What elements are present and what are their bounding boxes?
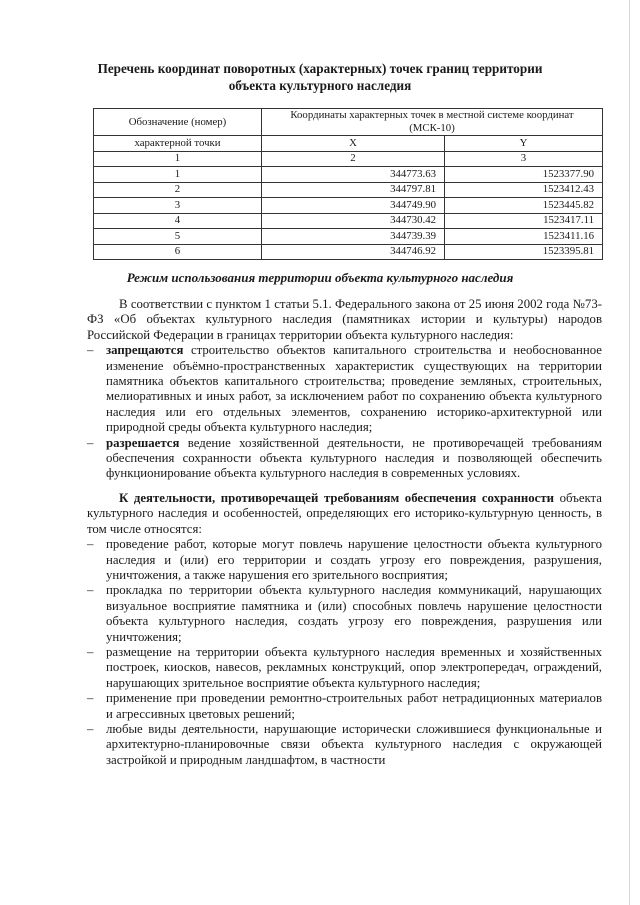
- scan-edge-line: [629, 0, 630, 905]
- dash-bullet: –: [87, 721, 94, 736]
- item-keyword: запрещаются: [106, 343, 184, 358]
- x-cell: 344797.81: [262, 182, 445, 198]
- table-header-row: [94, 109, 603, 136]
- spacer: [87, 482, 602, 491]
- dash-bullet: –: [87, 435, 94, 450]
- item-text: применение при проведении ремонтно-строительных работ нетрадиционных материалов и агрессивных цветовых решений;: [106, 691, 602, 721]
- table-index-row: [94, 151, 603, 167]
- x-cell: 344739.39: [262, 229, 445, 245]
- list-item: [87, 583, 602, 645]
- x-cell: 344746.92: [262, 244, 445, 260]
- point-cell: 5: [94, 229, 262, 245]
- y-cell: 1523411.16: [445, 229, 603, 245]
- point-cell: 4: [94, 213, 262, 229]
- header-y-cell: Y: [445, 136, 603, 152]
- y-cell: 1523417.11: [445, 213, 603, 229]
- prohibited-activities-heading: [87, 491, 602, 537]
- item-text: прокладка по территории объекта культурного наследия коммуникаций, нарушающих визуальное восприятие памятника и (или) способных повлечь нарушение целостности объекта культурного наследия, создать угрозу его повреждения, разрушения или уничтожения;: [106, 583, 602, 644]
- index-cell: 3: [445, 151, 603, 167]
- table-header-row: [94, 136, 603, 152]
- coordinates-table: [93, 108, 603, 260]
- item-text: ведение хозяйственной деятельности, не противоречащей требованиям обеспечения сохранности объекта культурного наследия и позволяющей обеспечить функционирование объекта культурного наследия в современных условиях.: [106, 435, 602, 481]
- header-point-cell: [94, 109, 262, 136]
- point-cell: 1: [94, 167, 262, 183]
- item-text: проведение работ, которые могут повлечь нарушение целостности объекта культурного наследия и (или) его территории и создать угрозу его повреждения, разрушения, уничтожения, а также нарушения его зрительного восприятия;: [106, 537, 602, 582]
- item-text: строительство объектов капитального строительства и необоснованное изменение объёмно-пространственных характеристик существующих на территории памятника объектов капитального строительства; проведение земляных, строительных, мелиоративных и иных работ, за исключением работ по сохранению объекта культурного наследия или его отдельных элементов, сохранению историко-архитектурной или природной среды объекта культурного наследия;: [106, 343, 602, 435]
- y-cell: 1523377.90: [445, 167, 603, 183]
- list-item: [87, 722, 602, 768]
- index-cell: 1: [94, 151, 262, 167]
- item-keyword: разрешается: [106, 435, 180, 450]
- item-text: любые виды деятельности, нарушающие исторически сложившиеся функциональные и архитектурно-планировочные связи объекта культурного наследия с окружающей застройкой и природным ландшафтом, в частности: [106, 721, 602, 767]
- list-item: [87, 436, 602, 482]
- intro-paragraph: В соответствии с пунктом 1 статьи 5.1. Федерального закона от 25 июня 2002 года №73-ФЗ «Об объектах культурного наследия (памятниках истории и культуры) народов Российской Федерации в границах территории объекта культурного наследия:: [87, 297, 602, 342]
- point-cell: 3: [94, 198, 262, 214]
- item-text: размещение на территории объекта культурного наследия временных и хозяйственных построек, киосков, навесов, рекламных конструкций, опор электропередач, ограждений, нарушающих зрительное восприятие объекта культурного наследия;: [106, 644, 602, 690]
- dash-bullet: –: [87, 583, 94, 598]
- dash-bullet: –: [87, 644, 94, 659]
- dash-bullet: –: [87, 691, 94, 706]
- point-cell: 6: [94, 244, 262, 260]
- header-point-line-1: Обозначение (номер): [128, 115, 227, 128]
- table-row: [94, 198, 603, 214]
- page-title: [80, 60, 560, 94]
- y-cell: 1523395.81: [445, 244, 603, 260]
- title-line-2: объекта культурного наследия: [228, 78, 412, 93]
- table-row: [94, 182, 603, 198]
- index-cell: 2: [262, 151, 445, 167]
- y-cell: 1523445.82: [445, 198, 603, 214]
- table-row: [94, 244, 603, 260]
- header-coords-cell: Координаты характерных точек в местной системе координат (МСК-10): [262, 109, 603, 136]
- heading-bold: К деятельности, противоречащей требованиям обеспечения сохранности: [119, 490, 555, 505]
- list-item: [87, 343, 602, 435]
- document-body: [87, 297, 602, 768]
- title-line-1: Перечень координат поворотных (характерных) точек границ территории: [97, 61, 543, 76]
- y-cell: 1523412.43: [445, 182, 603, 198]
- x-cell: 344749.90: [262, 198, 445, 214]
- table-row: [94, 229, 603, 245]
- header-point-line-2: характерной точки: [94, 136, 262, 152]
- table-row: [94, 213, 603, 229]
- x-cell: 344730.42: [262, 213, 445, 229]
- table-row: [94, 167, 603, 183]
- list-item: [87, 537, 602, 583]
- coordinates-table-wrapper: [93, 108, 603, 260]
- point-cell: 2: [94, 182, 262, 198]
- dash-bullet: –: [87, 343, 94, 358]
- list-item: [87, 645, 602, 691]
- header-x-cell: X: [262, 136, 445, 152]
- dash-bullet: –: [87, 537, 94, 552]
- list-item: [87, 691, 602, 722]
- x-cell: 344773.63: [262, 167, 445, 183]
- section-subtitle: Режим использования территории объекта культурного наследия: [126, 270, 514, 285]
- heading-rest: объекта культурного наследия и особенностей, определяющих его историко-культурную ценность, в том числе относятся:: [87, 490, 602, 536]
